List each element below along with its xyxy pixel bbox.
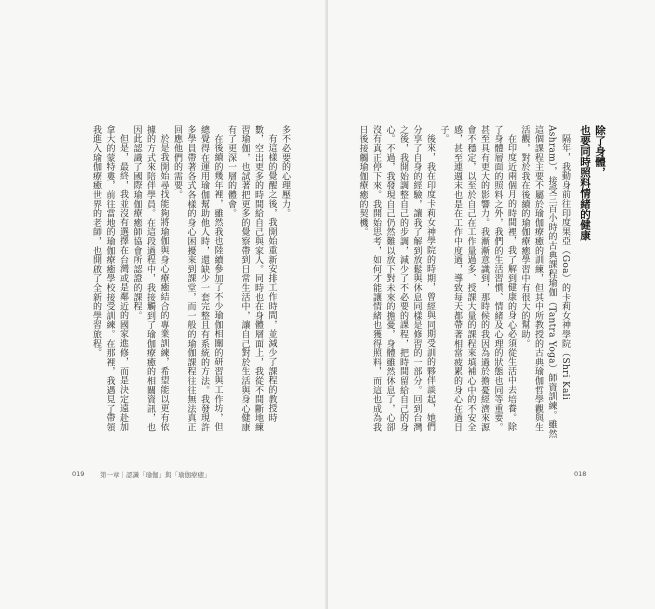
left-page-number: 019 [72,470,85,478]
left-paragraph-1: 多不必要的心理壓力。 [280,125,290,218]
right-paragraph-2: 在印度近兩個月的時間裡，我了解到健康的身心必須從生活中去培養。除了身體層面的照料之外，我們的生活習慣、情緒及心理的狀態也同等重要。甚至具有更大的影響力。我漸漸意識到，那時候的我因為過於擔憂經濟來源會不穩定，以至於自己在工作量過多、授課大量的課程來填補心中的不安全感，甚至連週末也是在工作中度過，導致每天都帶著相當疲累的身心在過日子。 [438,125,516,432]
section-title-line-1: 除了身體， [594,125,606,178]
right-page-body [357,125,571,440]
chapter-footer: 第一章｜認識「瑜伽」與「瑜伽療癒」 [100,471,211,479]
left-paragraph-3: 在後續的幾年裡，雖然我也陸續參加了不少瑜伽相關的研習與工作坊，但總覺得在運用瑜伽幫助他人時，還缺少一套完整且有系統的方法。我發現許多學員帶著各式各樣的身心困擾來到課堂，而一般的瑜伽課程往往無法真正回應他們的需要。 [172,125,223,432]
left-page-body [36,125,291,440]
left-paragraph-5: 但是，最終，我並沒有選擇在台灣或是鄰近的國家進修，而是決定遠赴加拿大的蒙特婁，前往當地的瑜伽療癒學校接受訓練。在那裡，我遇見了帶領我進入瑜伽療癒世界的老師，也開啟了全新的學習旅程。 [91,125,128,432]
right-page-number: 018 [574,470,587,478]
right-paragraph-3: 後來，我在印度卡莉女神學院的時期，曾經與同期受訓的夥伴談起，她們分享了自身的經驗，讓我了解到放鬆與休息同樣是修習的一部分。回到台灣之後，我開始調整自己的步調，減少了不必要的課程，把時間留給自己的身心。不過，我發現自己仍然難以放下對未來的擔憂，身體雖然休息了，心卻沒有真正停下來。我開始思考，如何才能讓情緒也獲得照料，而這也成為我日後接觸瑜伽療癒的契機。 [357,125,435,432]
left-page [0,0,327,609]
section-title-line-2: 也要同時照料情緒的健康 [579,125,591,241]
right-paragraph-1: 隔年，我動身前往印度果亞（Goa）的卡莉女神學院（Shri Kali Ashram），接受三百小時的古典課程瑜伽（Tantra Yoga）師資訓練。雖然這個課程主要不屬於瑜伽療癒的訓練，但其中所教授的古典瑜伽哲學觀與生活觀，對於我在後續的瑜伽療癒學習中有很大的幫助。 [519,125,570,439]
section-title [577,125,607,241]
left-paragraph-2: 有這樣的覺醒之後，我開始重新安排工作時間，並減少了課程的教授時數，空出更多的時間給自己與家人。同時也在身體層面上，我從不間斷地練習瑜伽，也試著把更多的覺察帶到日常生活中，讓自己對於生活與身心健康有了更深一層的體會。 [226,125,277,432]
left-paragraph-4: 於是我開始尋找能夠將瑜伽與身心療癒結合的專業訓練，希望能以更有依據的方式來陪伴學員。在這段過程中，我接觸到了瑜伽療癒的相關資訊，也因此認識了國際瑜伽療癒師協會所認證的課程。 [131,125,169,432]
